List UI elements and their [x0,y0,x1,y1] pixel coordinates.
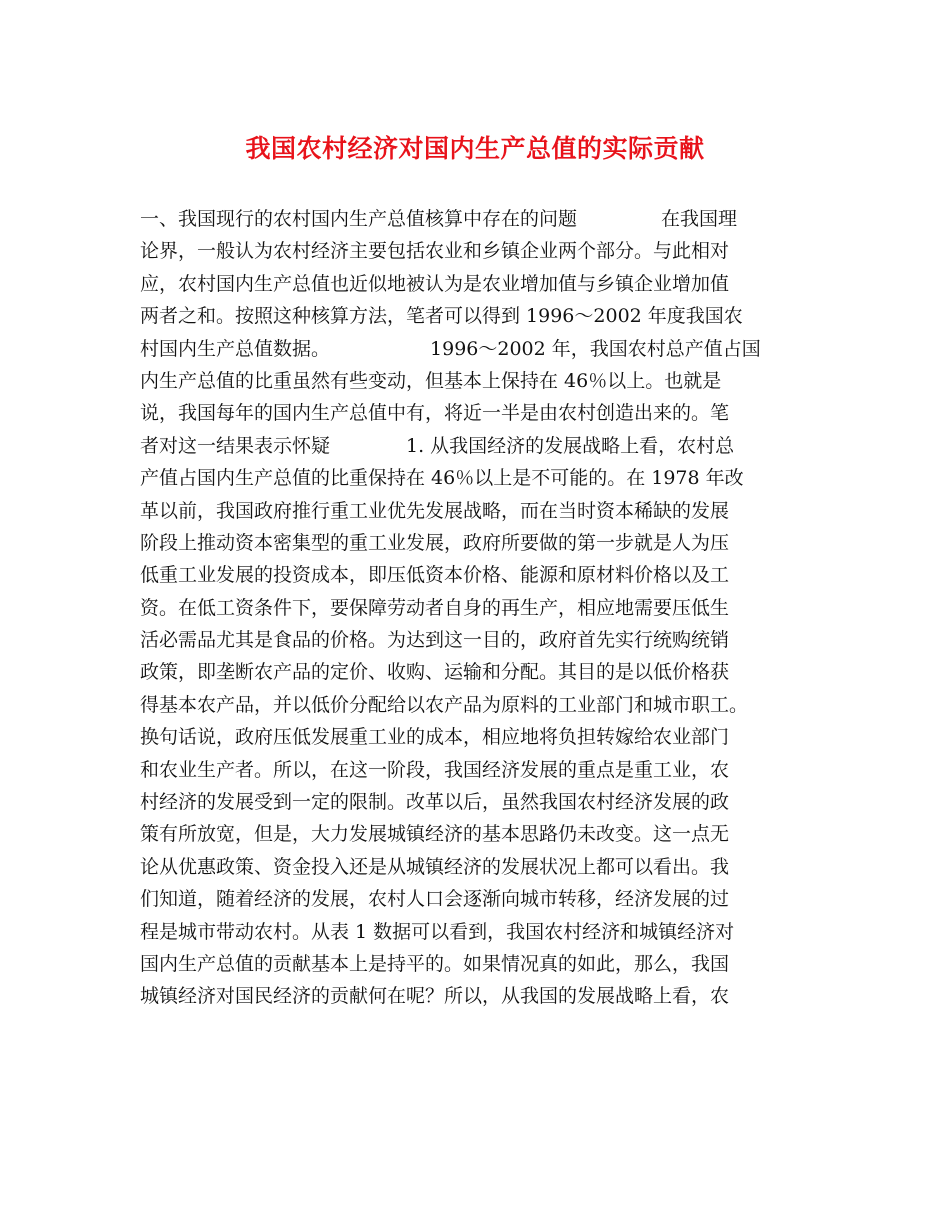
text-segment: 1. 从我国经济的发展战略上看，农村总 [406,434,735,457]
text-line [140,203,830,235]
text-line: 策有所放宽，但是，大力发展城镇经济的基本思路仍未改变。这一点无 [140,823,730,846]
text-line: 应，农村国内生产总值也近似地被认为是农业增加值与乡镇企业增加值 [140,272,730,295]
document-title: 我国农村经济对国内生产总值的实际贡献 [245,134,705,163]
text-line: 低重工业发展的投资成本，即压低资本价格、能源和原材料价格以及工 [140,564,730,587]
section-heading: 一、我国现行的农村国内生产总值核算中存在的问题 [140,208,578,230]
text-line: 两者之和。按照这种核算方法，笔者可以得到 1996～2002 年度我国农 [140,305,743,328]
text-line [140,333,830,365]
text-line: 国内生产总值的贡献基本上是持平的。如果情况真的如此，那么，我国 [140,952,730,975]
text-line [140,430,830,462]
text-line: 村经济的发展受到一定的限制。改革以后，虽然我国农村经济发展的政 [140,791,730,814]
text-line: 们知道，随着经济的发展，农村人口会逐渐向城市转移，经济发展的过 [140,888,730,911]
text-line: 革以前，我国政府推行重工业优先发展战略，而在当时资本稀缺的发展 [140,499,730,522]
text-line: 程是城市带动农村。从表 1 数据可以看到，我国农村经济和城镇经济对 [140,920,735,943]
body-text [140,203,830,1013]
text-line: 换句话说，政府压低发展重工业的成本，相应地将负担转嫁给农业部门 [140,726,730,749]
text-line: 和农业生产者。所以，在这一阶段，我国经济发展的重点是重工业，农 [140,758,730,781]
text-line: 阶段上推动资本密集型的重工业发展，政府所要做的第一步就是人为压 [140,531,730,554]
text-segment: 1996～2002 年，我国农村总产值占国 [430,337,761,360]
text-segment: 在我国理 [661,208,738,230]
text-line: 论从优惠政策、资金投入还是从城镇经济的发展状况上都可以看出。我 [140,855,730,878]
text-line: 政策，即垄断农产品的定价、收购、运输和分配。其目的是以低价格获 [140,661,730,684]
text-line: 城镇经济对国民经济的贡献何在呢？所以，从我国的发展战略上看，农 [140,985,730,1008]
text-line: 产值占国内生产总值的比重保持在 46％以上是不可能的。在 1978 年改 [140,467,744,490]
text-line: 得基本农产品，并以低价分配给以农产品为原料的工业部门和城市职工。 [140,693,749,716]
text-line: 论界，一般认为农村经济主要包括农业和乡镇企业两个部分。与此相对 [140,240,730,263]
text-line: 内生产总值的比重虽然有些变动，但基本上保持在 46％以上。也就是 [140,369,722,392]
text-segment: 村国内生产总值数据。 [140,337,331,360]
text-segment: 者对这一结果表示怀疑 [140,434,331,457]
text-line: 活必需品尤其是食品的价格。为达到这一目的，政府首先实行统购统销 [140,629,730,652]
text-line: 资。在低工资条件下，要保障劳动者自身的再生产，相应地需要压低生 [140,596,730,619]
text-line: 说，我国每年的国内生产总值中有，将近一半是由农村创造出来的。笔 [140,402,730,425]
